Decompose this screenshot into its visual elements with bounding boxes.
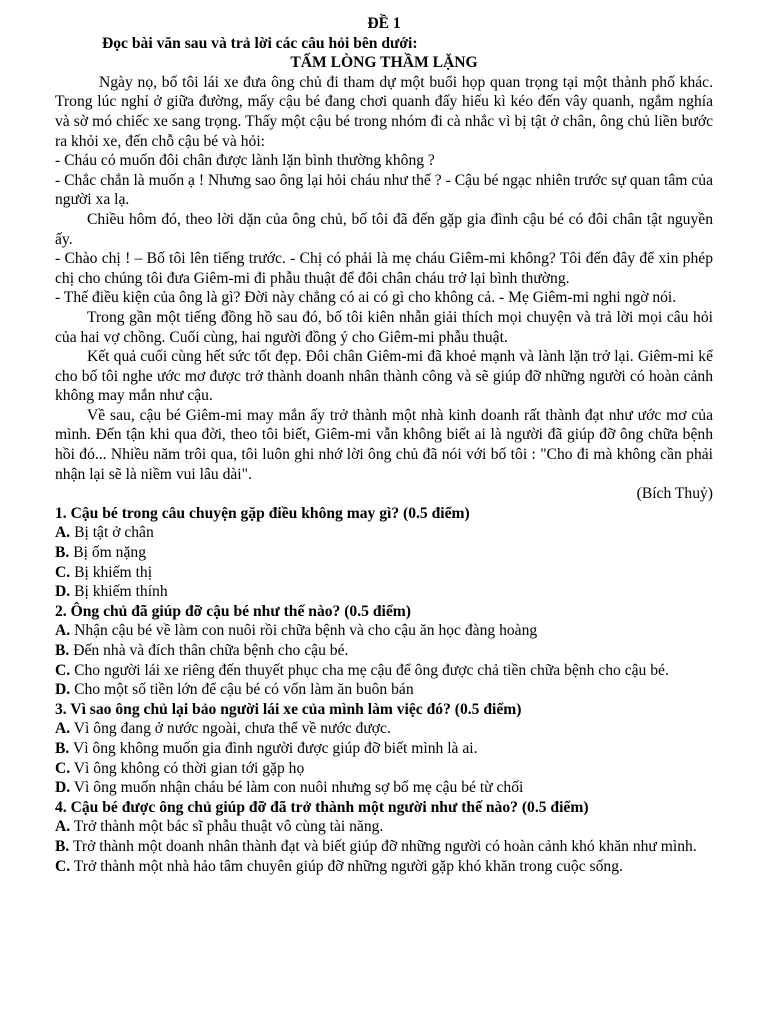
- option-text: Cho người lái xe riêng đến thuyết phục cha mẹ cậu để ông được chả tiền chữa bệnh cho cậu bé.: [74, 661, 669, 679]
- question-text: 2. Ông chủ đã giúp đỡ cậu bé như thế nào? (0.5 điểm): [55, 602, 411, 620]
- option-text: Trở thành một doanh nhân thành đạt và biết giúp đỡ những người có hoàn cảnh khó khăn như mình.: [72, 837, 697, 855]
- option-text: Vì ông không có thời gian tới gặp họ: [73, 759, 305, 777]
- option-letter: C.: [55, 661, 71, 679]
- option-text: Vì ông muốn nhận cháu bé làm con nuôi nhưng sợ bố mẹ cậu bé từ chối: [73, 779, 524, 797]
- question-1: [55, 504, 713, 602]
- option-text: Trở thành một nhà hảo tâm chuyên giúp đỡ những người gặp khó khăn trong cuộc sống.: [73, 857, 623, 875]
- reading-instruction: Đọc bài văn sau và trả lời các câu hỏi bên dưới:: [102, 34, 418, 52]
- option-letter: A.: [55, 720, 71, 738]
- answer-option: [55, 759, 713, 779]
- option-letter: A.: [55, 818, 71, 836]
- option-letter: A.: [55, 622, 71, 640]
- option-letter: B.: [55, 544, 70, 562]
- option-letter: D.: [55, 779, 71, 797]
- option-letter: C.: [55, 759, 71, 777]
- answer-option: [55, 661, 713, 681]
- story-paragraph: Về sau, cậu bé Giêm-mi may mắn ấy trở thành một nhà kinh doanh rất thành đạt như ước mơ của mình. Đến tận khi qua đời, theo tôi biết, Giêm-mi vẫn không biết ai là người đã giúp đỡ ông chữa bệnh hồi đó... Nhiều năm trôi qua, tôi luôn ghi nhớ lời ông chủ đã nói với bố tôi : "Cho đi mà không cần phải nhận lại sẽ là niềm vui lâu dài".: [55, 406, 713, 483]
- option-letter: B.: [55, 739, 70, 757]
- story-paragraph: Kết quả cuối cùng hết sức tốt đẹp. Đôi chân Giêm-mi đã khoẻ mạnh và lành lặn trở lại. Giêm-mi kể cho bố tôi nghe ước mơ được trở thành doanh nhân thành công và sẽ giúp đỡ những người có hoàn cảnh không may mắn như cậu.: [55, 348, 713, 405]
- question-3: [55, 700, 713, 798]
- story-paragraph: Chiều hôm đó, theo lời dặn của ông chủ, bố tôi đã đến gặp gia đình cậu bé có đôi chân tật nguyền ấy.: [55, 210, 713, 248]
- answer-option: [55, 817, 713, 837]
- story-paragraph: Ngày nọ, bố tôi lái xe đưa ông chủ đi tham dự một buổi họp quan trọng tại một thành phố khác. Trong lúc nghỉ ở giữa đường, mấy cậu bé đang chơi quanh đấy hiếu kì kéo đến vây quanh, ngắm nghía và sờ mó chiếc xe sang trọng. Thấy một cậu bé trong nhóm đi cà nhắc vì bị tật ở chân, ông chủ liền bước ra khỏi xe, đến chỗ cậu bé và hỏi:: [55, 73, 713, 150]
- option-letter: B.: [55, 837, 70, 855]
- answer-option: [55, 778, 713, 798]
- answer-option: [55, 563, 713, 583]
- exam-label: ĐỀ 1: [367, 15, 401, 32]
- question-text: 4. Cậu bé được ông chủ giúp đỡ đã trở thành một người như thế nào? (0.5 điểm): [55, 798, 589, 816]
- option-text: Bị khiếm thính: [74, 583, 168, 601]
- option-text: Vì ông đang ở nước ngoài, chưa thể về nước được.: [73, 720, 391, 738]
- answer-option: [55, 543, 713, 563]
- option-letter: D.: [55, 681, 71, 699]
- option-text: Bị ốm nặng: [73, 544, 146, 562]
- option-letter: B.: [55, 642, 70, 659]
- story-body: [55, 73, 713, 504]
- option-letter: A.: [55, 524, 71, 542]
- option-text: Bị tật ở chân: [74, 524, 154, 542]
- option-text: Cho một số tiền lớn để cậu bé có vốn làm ăn buôn bán: [74, 681, 414, 699]
- option-letter: C.: [55, 857, 71, 875]
- option-text: Vì ông không muốn gia đình người được giúp đỡ biết mình là ai.: [72, 739, 478, 757]
- story-paragraph: - Cháu có muốn đôi chân được lành lặn bình thường không ?: [55, 152, 435, 170]
- story-title: TẤM LÒNG THẦM LẶNG: [290, 54, 478, 72]
- question-text: 3. Vì sao ông chủ lại bảo người lái xe của mình làm việc đó? (0.5 điểm): [55, 700, 522, 718]
- option-letter: C.: [55, 563, 71, 581]
- answer-option: [55, 523, 713, 543]
- question-2: [55, 602, 713, 700]
- answer-option: [55, 857, 713, 877]
- option-text: Đến nhà và đích thân chữa bệnh cho cậu bé.: [73, 642, 349, 659]
- question-text: 1. Cậu bé trong câu chuyện gặp điều không may gì? (0.5 điểm): [55, 504, 470, 522]
- answer-option: [55, 641, 713, 661]
- story-author: (Bích Thuỷ): [636, 485, 713, 503]
- story-paragraph: - Chắc chắn là muốn ạ ! Nhưng sao ông lại hỏi cháu như thế ? - Cậu bé ngạc nhiên trước sự quan tâm của người xa lạ.: [55, 171, 713, 209]
- answer-option: [55, 621, 713, 641]
- option-letter: D.: [55, 583, 71, 601]
- option-text: Nhận cậu bé về làm con nuôi rồi chữa bệnh và cho cậu ăn học đàng hoàng: [74, 622, 538, 640]
- answer-option: [55, 837, 713, 857]
- answer-option: [55, 719, 713, 739]
- question-4: [55, 798, 713, 876]
- answer-option: [55, 680, 713, 700]
- option-text: Trở thành một bác sĩ phẫu thuật vô cùng tài năng.: [73, 818, 384, 836]
- story-paragraph: - Thế điều kiện của ông là gì? Đời này chẳng có ai có gì cho không cả. - Mẹ Giêm-mi nghi ngờ nói.: [55, 289, 677, 307]
- option-text: Bị khiếm thị: [74, 563, 153, 581]
- story-paragraph: - Chào chị ! – Bố tôi lên tiếng trước. - Chị có phải là mẹ cháu Giêm-mi không? Tôi đến đây để xin phép chị cho chúng tôi đưa Giêm-mi đi phẫu thuật để đôi chân cháu trở lại bình thường.: [55, 250, 713, 287]
- story-paragraph: Trong gần một tiếng đồng hồ sau đó, bố tôi kiên nhẫn giải thích mọi chuyện và trả lời mọi câu hỏi của hai vợ chồng. Cuối cùng, hai người đồng ý cho Giêm-mi phẫu thuật.: [55, 308, 713, 346]
- answer-option: [55, 582, 713, 602]
- answer-option: [55, 739, 713, 759]
